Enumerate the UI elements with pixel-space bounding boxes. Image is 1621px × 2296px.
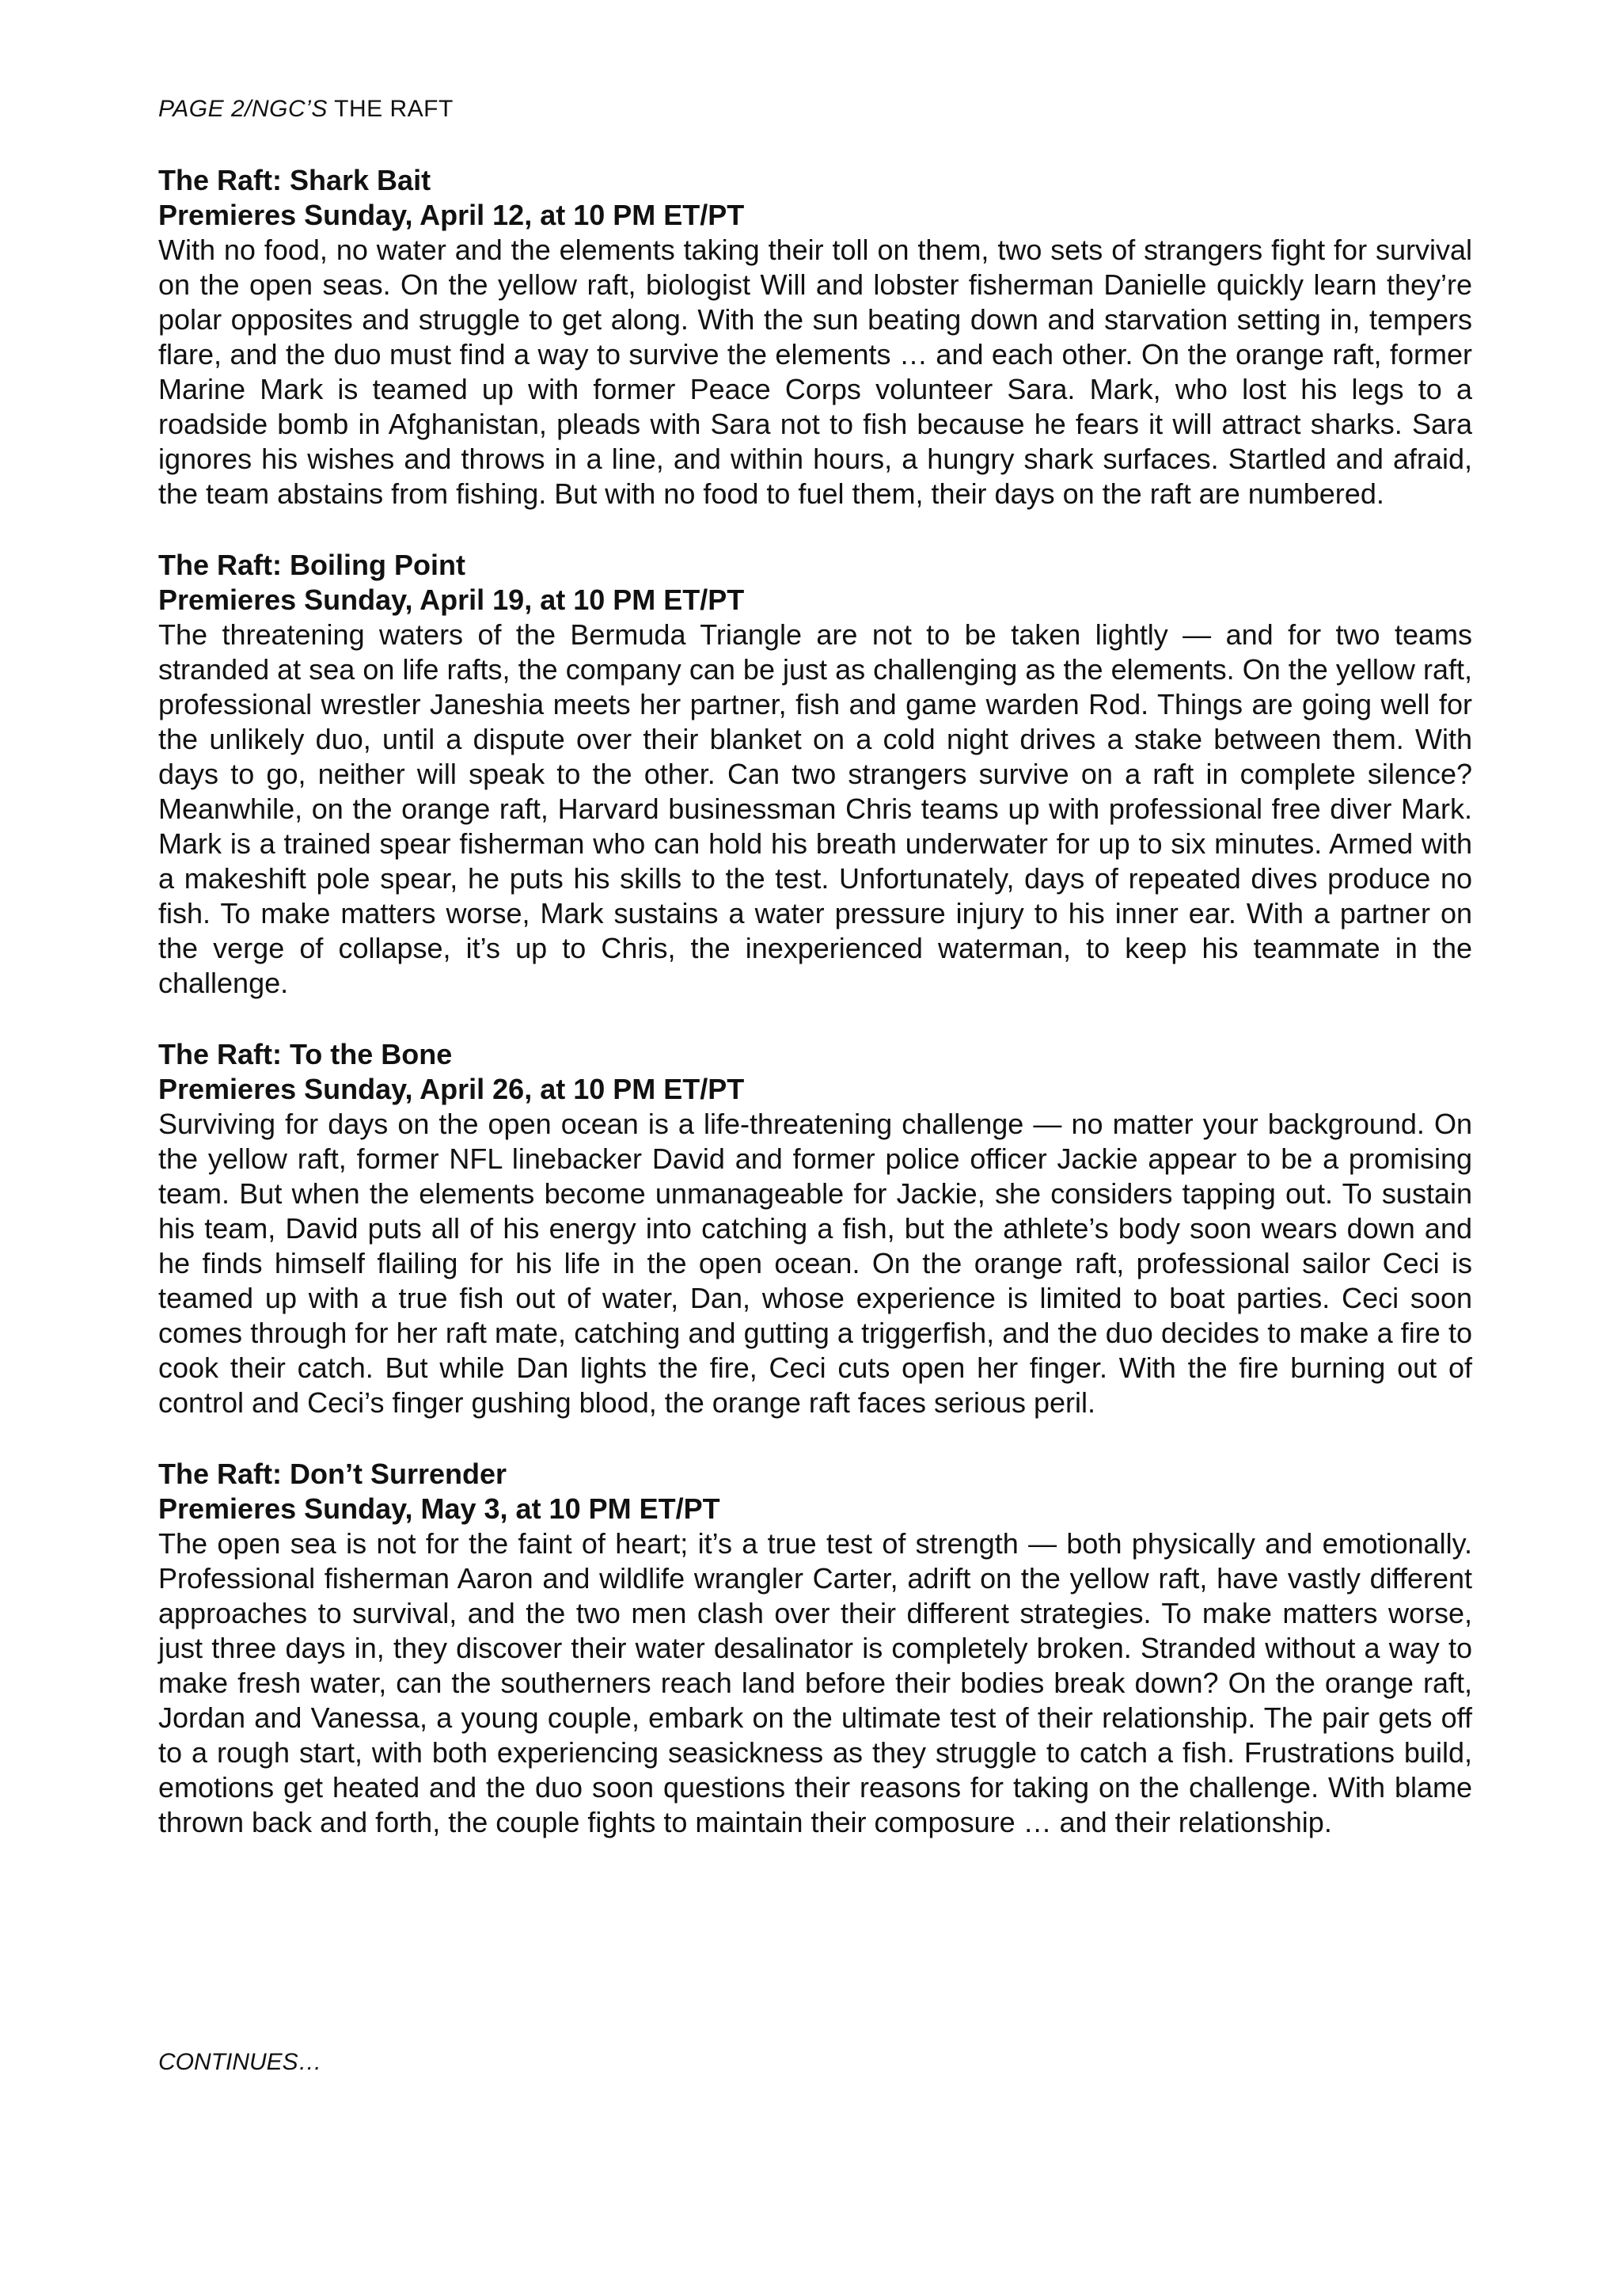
- continues-footer: CONTINUES…: [158, 2049, 322, 2075]
- page-number-label: PAGE 2/NGC’S: [158, 96, 328, 122]
- show-name-label: THE RAFT: [334, 96, 454, 122]
- episode-title: The Raft: Don’t Surrender: [158, 1458, 507, 1490]
- episode-boiling-point: [158, 548, 1472, 1001]
- episode-premiere-date: Premieres Sunday, April 19, at 10 PM ET/PT: [158, 584, 745, 616]
- episode-description: The open sea is not for the faint of heart; it’s a true test of strength — both physically and emotionally. Professional fisherman Aaron and wildlife wrangler Carter, adrift on the yellow raft, have vastly different approaches to survival, and the two men clash over their different strategies. To make matters worse, just three days in, they discover their water desalinator is completely broken. Stranded without a way to make fresh water, can the southerners reach land before their bodies break down? On the orange raft, Jordan and Vanessa, a young couple, embark on the ultimate test of their relationship. The pair gets off to a rough start, with both experiencing seasickness as they struggle to catch a fish. Frustrations build, emotions get heated and the duo soon questions their reasons for taking on the challenge. With blame thrown back and forth, the couple fights to maintain their composure … and their relationship.: [158, 1527, 1472, 1838]
- episode-shark-bait: [158, 163, 1472, 511]
- episode-title: The Raft: Shark Bait: [158, 164, 431, 196]
- episode-title: The Raft: Boiling Point: [158, 549, 465, 581]
- episode-premiere-date: Premieres Sunday, May 3, at 10 PM ET/PT: [158, 1492, 720, 1525]
- episode-description: With no food, no water and the elements taking their toll on them, two sets of strangers fight for survival on the open seas. On the yellow raft, biologist Will and lobster fisherman Danielle quickly learn they’re polar opposites and struggle to get along. With the sun beating down and starvation setting in, tempers flare, and the duo must find a way to survive the elements … and each other. On the orange raft, former Marine Mark is teamed up with former Peace Corps volunteer Sara. Mark, who lost his legs to a roadside bomb in Afghanistan, pleads with Sara not to fish because he fears it will attract sharks. Sara ignores his wishes and throws in a line, and within hours, a hungry shark surfaces. Startled and afraid, the team abstains from fishing. But with no food to fuel them, their days on the raft are numbered.: [158, 234, 1472, 510]
- episode-premiere-date: Premieres Sunday, April 12, at 10 PM ET/PT: [158, 199, 745, 231]
- episode-title: The Raft: To the Bone: [158, 1038, 453, 1070]
- episode-to-the-bone: [158, 1037, 1472, 1420]
- page-header: [158, 93, 1472, 125]
- document-page: [158, 93, 1472, 1876]
- episode-description: Surviving for days on the open ocean is a life-threatening challenge — no matter your background. On the yellow raft, former NFL linebacker David and former police officer Jackie appear to be a promising team. But when the elements become unmanageable for Jackie, she considers tapping out. To sustain his team, David puts all of his energy into catching a fish, but the athlete’s body soon wears down and he finds himself flailing for his life in the open ocean. On the orange raft, professional sailor Ceci is teamed up with a true fish out of water, Dan, whose experience is limited to boat parties. Ceci soon comes through for her raft mate, catching and gutting a triggerfish, and the duo decides to make a fire to cook their catch. But while Dan lights the fire, Ceci cuts open her finger. With the fire burning out of control and Ceci’s finger gushing blood, the orange raft faces serious peril.: [158, 1108, 1472, 1419]
- episode-dont-surrender: [158, 1457, 1472, 1840]
- episode-premiere-date: Premieres Sunday, April 26, at 10 PM ET/PT: [158, 1073, 745, 1105]
- episode-description: The threatening waters of the Bermuda Triangle are not to be taken lightly — and for two teams stranded at sea on life rafts, the company can be just as challenging as the elements. On the yellow raft, professional wrestler Janeshia meets her partner, fish and game warden Rod. Things are going well for the unlikely duo, until a dispute over their blanket on a cold night drives a stake between them. With days to go, neither will speak to the other. Can two strangers survive on a raft in complete silence? Meanwhile, on the orange raft, Harvard businessman Chris teams up with professional free diver Mark. Mark is a trained spear fisherman who can hold his breath underwater for up to six minutes. Armed with a makeshift pole spear, he puts his skills to the test. Unfortunately, days of repeated dives produce no fish. To make matters worse, Mark sustains a water pressure injury to his inner ear. With a partner on the verge of collapse, it’s up to Chris, the inexperienced waterman, to keep his teammate in the challenge.: [158, 618, 1472, 999]
